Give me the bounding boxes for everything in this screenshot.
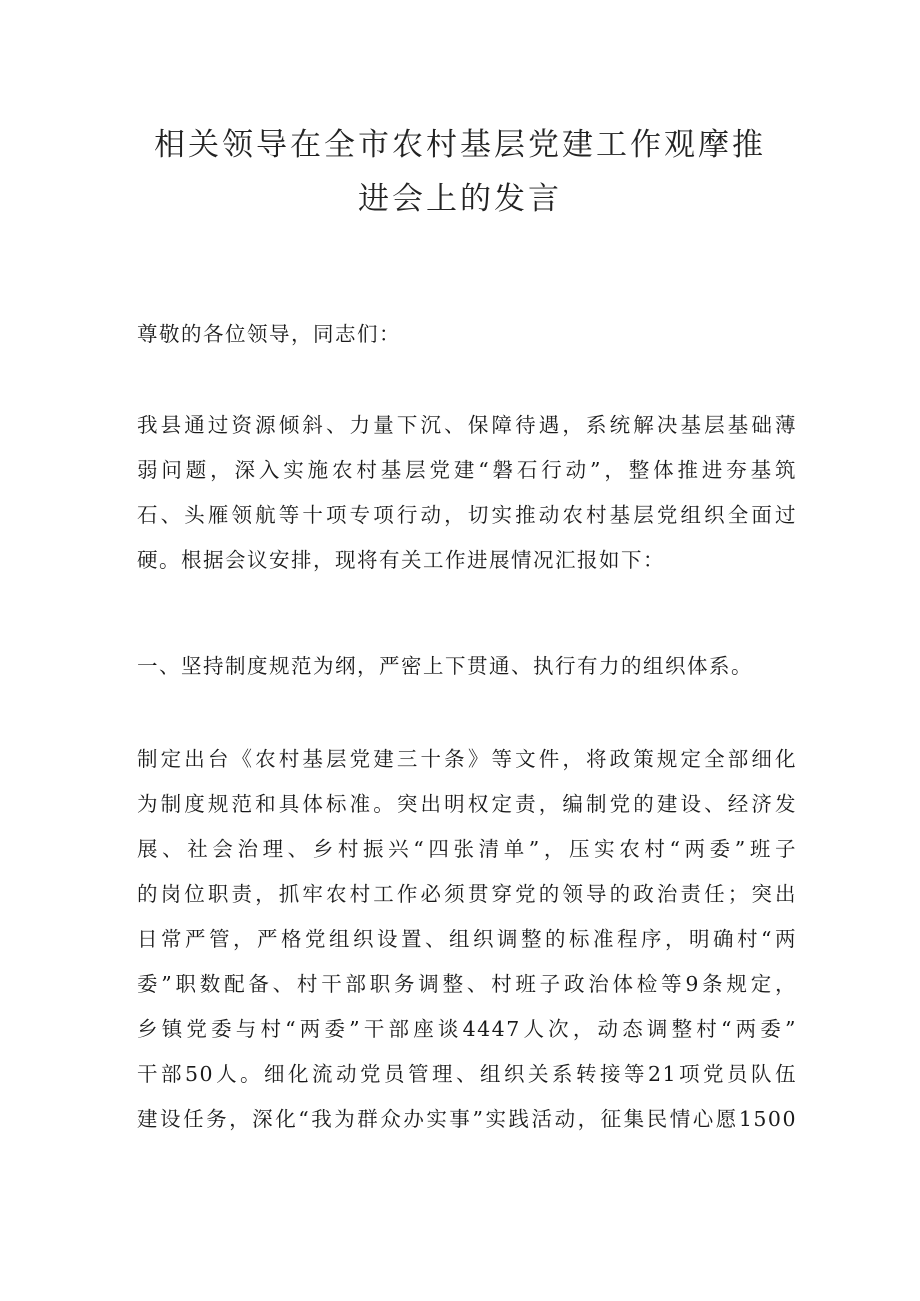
body-line-5: 日常严管，严格党组织设置、组织调整的标准程序，明确村“两 (137, 927, 797, 951)
body-paragraph (137, 737, 797, 1142)
body-line-9: 建设任务，深化“我为群众办实事”实践活动，征集民情心愿1500 (137, 1107, 797, 1131)
intro-paragraph (137, 403, 797, 583)
section-heading-text: 一、坚持制度规范为纲，严密上下贯通、执行有力的组织体系。 (137, 654, 753, 678)
body-line-8: 干部50人。细化流动党员管理、组织关系转接等21项党员队伍 (137, 1062, 797, 1086)
title-line-2: 进会上的发言 (358, 181, 562, 217)
body-line-4: 的岗位职责，抓牢农村工作必须贯穿党的领导的政治责任；突出 (137, 882, 797, 906)
intro-line-4: 硬。根据会议安排，现将有关工作进展情况汇报如下： (137, 548, 665, 572)
body-line-1: 制定出台《农村基层党建三十条》等文件，将政策规定全部细化 (137, 747, 797, 771)
document-title (110, 118, 810, 226)
section-heading (137, 644, 797, 689)
intro-line-2: 弱问题，深入实施农村基层党建“磐石行动”，整体推进夯基筑 (137, 458, 797, 482)
title-line-1: 相关领导在全市农村基层党建工作观摩推 (154, 127, 766, 163)
body-line-7: 乡镇党委与村“两委”干部座谈4447人次，动态调整村“两委” (137, 1017, 797, 1041)
salutation-text: 尊敬的各位领导，同志们： (137, 322, 401, 346)
salutation (137, 312, 797, 357)
intro-line-3: 石、头雁领航等十项专项行动，切实推动农村基层党组织全面过 (137, 503, 797, 527)
intro-line-1: 我县通过资源倾斜、力量下沉、保障待遇，系统解决基层基础薄 (137, 413, 797, 437)
body-line-2: 为制度规范和具体标准。突出明权定责，编制党的建设、经济发 (137, 792, 797, 816)
body-line-3: 展、社会治理、乡村振兴“四张清单”，压实农村“两委”班子 (137, 837, 797, 861)
body-line-6: 委”职数配备、村干部职务调整、村班子政治体检等9条规定， (137, 972, 797, 996)
